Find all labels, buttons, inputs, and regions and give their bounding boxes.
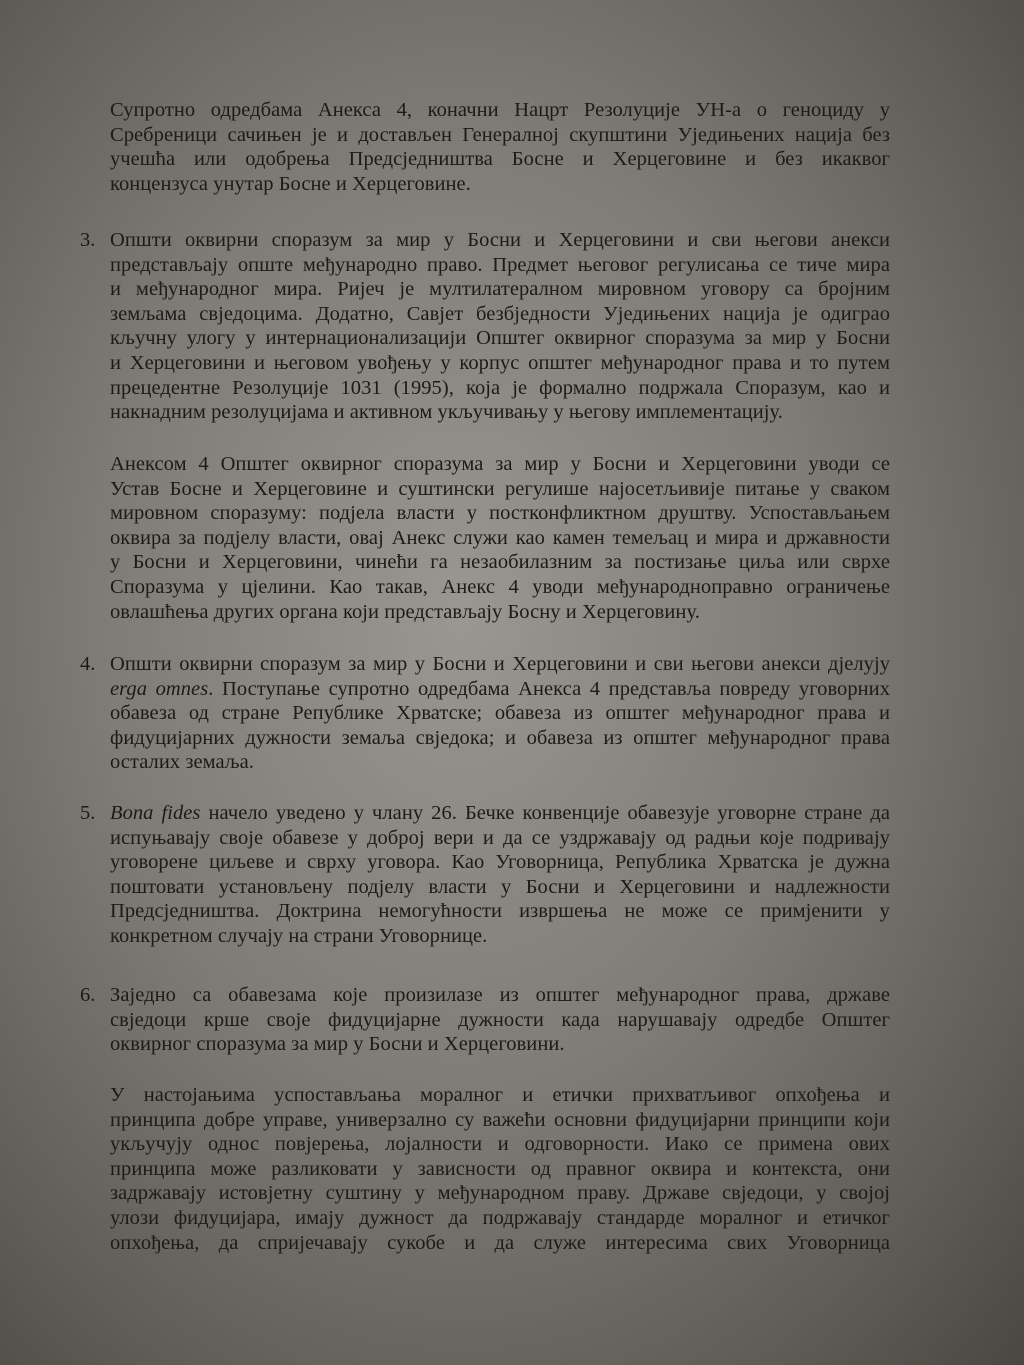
text-line: Заједно са обавезама које произилазе из општег међународног права, државе [110,984,890,1006]
text-line: оквира за подјелу власти, овај Анекс служи као камен темељац и мира и државности [110,526,890,549]
text-line: свједоци крше своје фидуцијарне дужности када нарушавају одредбе Општег [110,1008,890,1031]
item-number: 6. [80,984,96,1006]
text-line: земљама свједоцима. Додатно, Савјет безбједности Уједињених нација је одиграо [110,302,890,325]
text-line: овлашћења других органа који представљају Босну и Херцеговину. [110,600,700,623]
text-line: и Херцеговини и његовом увођењу у корпус општег међународног права и то путем [110,351,890,374]
text-line: осталих земаља. [110,751,254,774]
text-line: Предсједништва. Доктрина немогућности извршења не може се примјенити у [110,900,890,923]
text-fragment: начело уведено у члану 26. Бечке конвенције обавезује уговорне стране да [200,802,890,824]
item-number: 4. [80,653,96,675]
text-line: кључну улогу у интернационализацији Општег оквирног споразума за мир у Босни [110,327,890,350]
numbered-paragraph-5 [110,801,890,949]
text-line: Супротно одредбама Анекса 4, коначни Нацрт Резолуције УН-а о геноциду у [110,99,890,121]
text-line: концензуса унутар Босне и Херцеговине. [110,172,471,195]
text-line: Општи оквирни споразум за мир у Босни и Херцеговини и сви његови анекси [110,229,890,251]
text-line: У настојањима успостављања моралног и етички прихватљивог опхођења и [110,1084,890,1106]
text-line: учешћа или одобрења Предсједништва Босне и Херцеговине и без икаквог [110,148,890,171]
text-line: принципа може разликовати у зависности од правног оквира и контекста, они [110,1157,890,1180]
text-line: испуњавају своје обавезе у доброј вери и да се уздржавају од радњи које подривају [110,826,890,849]
numbered-paragraph-4 [110,652,890,775]
text-line: Устав Босне и Херцеговине и суштински регулише најосетљивије питање у сваком [110,477,890,500]
text-line: уговорене циљеве и сврху уговора. Као Уговорница, Република Хрватска је дужна [110,851,890,874]
text-line: Општи оквирни споразум за мир у Босни и Херцеговини и сви његови анекси дјелују [110,653,890,675]
text-line: конкретном случају на страни Уговорнице. [110,924,488,947]
intro-paragraph [110,98,890,196]
text-fragment: . Поступање супротно одредбама Анекса 4 представља повреду уговорних [208,677,890,700]
text-line: поштовати установљену подјелу власти у Босни и Херцеговини и надлежности [110,875,890,898]
fiduciary-paragraph [110,1083,890,1255]
text-line: у Босни и Херцеговини, чинећи га незаобилазним за постизање циља или сврхе [110,551,890,574]
text-line: Сребреници сачињен је и достављен Генералној скупштини Уједињених нација без [110,123,890,146]
text-line: и међународног мира. Ријеч је мултилатералном мировном уговору са бројним [110,278,890,301]
text-line: принципа добре управе, универзално су важећи основни фидуцијарни принципи који [110,1108,890,1131]
text-line [110,801,890,826]
text-line: накнадним резолуцијама и активном укључивању у његову имплементацију. [110,401,783,424]
text-line: оквирног споразума за мир у Босни и Херцеговини. [110,1033,565,1056]
item-number: 5. [80,802,96,824]
latin-term: Bona fides [110,802,201,824]
text-line: опхођења, да спријечавају сукобе и да служе интересима свих Уговорница [110,1231,890,1254]
numbered-paragraph-6 [110,983,890,1057]
latin-term: erga omnes [110,677,209,700]
text-line: задржавају истовјетну суштину у међународном праву. Државе свједоци, у својој [110,1182,890,1205]
text-line: укључују однос повјерења, лојалности и одговорности. Иако се примена ових [110,1133,890,1156]
text-line: фидуцијарних дужности земаља свједока; и обавеза из општег међународног права [110,726,890,749]
text-line: Анексом 4 Општег оквирног споразума за мир у Босни и Херцеговини уводи се [110,453,890,475]
text-line [110,677,890,702]
text-line: обавеза од стране Републике Хрватске; обавеза из општег међународног права и [110,702,890,725]
text-line: мировном споразуму: подјела власти у постконфликтном друштву. Успостављањем [110,502,890,525]
text-line: прецедентне Резолуције 1031 (1995), која је формално подржала Споразум, као и [110,376,890,399]
item-number: 3. [80,229,96,251]
text-line: Споразума у цјелини. Као такав, Анекс 4 уводи међународноправно ограничење [110,575,890,598]
annex-4-paragraph [110,452,890,624]
text-line: представљају опште међународно право. Предмет његовог регулисања се тиче мира [110,253,890,276]
numbered-paragraph-3 [110,228,890,425]
text-line: улози фидуцијара, имају дужност да подржавају стандарде моралног и етичког [110,1206,890,1229]
